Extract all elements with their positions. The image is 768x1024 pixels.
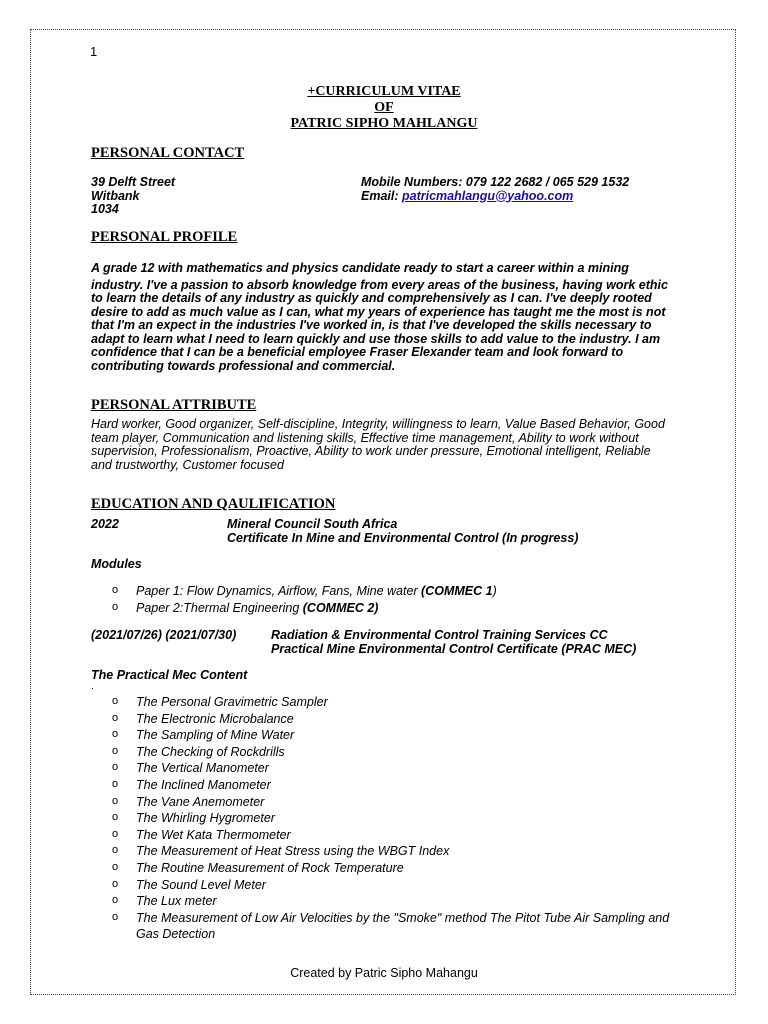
bullet-icon: o <box>112 844 119 857</box>
profile-line: industry. I've a passion to absorb knowledge from every areas of the business, having work ethic <box>91 277 668 292</box>
list-item-text: The Sampling of Mine Water <box>136 728 295 743</box>
attributes-line: and trustworthy, Customer focused <box>91 457 284 472</box>
document-title <box>0 84 768 132</box>
list-item <box>112 584 497 601</box>
list-item-text: The Electronic Microbalance <box>136 711 294 726</box>
bullet-icon: o <box>112 711 119 724</box>
list-item-text: The Whirling Hygrometer <box>136 811 275 826</box>
list-item-text: The Vertical Manometer <box>136 761 269 776</box>
education-heading: EDUCATION AND QAULIFICATION <box>91 496 336 512</box>
list-item <box>112 844 669 861</box>
attributes-paragraph <box>91 418 681 472</box>
bullet-icon: o <box>112 860 119 873</box>
list-item-text: The Measurement of Heat Stress using the WBGT Index <box>136 844 450 859</box>
list-item-text: The Routine Measurement of Rock Temperature <box>136 860 404 875</box>
list-item-text: The Inclined Manometer <box>136 777 271 792</box>
practical-content-label: The Practical Mec Content <box>91 668 248 682</box>
list-item <box>112 795 669 812</box>
list-item <box>112 894 669 911</box>
bullet-icon: o <box>112 601 119 613</box>
bullet-icon: o <box>112 827 119 840</box>
bullet-icon: o <box>112 584 119 596</box>
education-year: 2022 <box>91 517 119 531</box>
profile-line: A grade 12 with mathematics and physics candidate ready to start a career within a mining <box>91 261 629 275</box>
list-item-text: The Wet Kata Thermometer <box>136 827 291 842</box>
module-code: (COMMEC 2) <box>302 601 379 615</box>
modules-list <box>112 584 497 618</box>
modules-label: Modules <box>91 557 142 571</box>
stray-dot: . <box>91 681 94 692</box>
education-entry-2 <box>271 629 636 656</box>
list-item <box>112 811 669 828</box>
list-item <box>112 761 669 778</box>
list-item-continuation <box>112 927 669 944</box>
list-item-text: The Measurement of Low Air Velocities by the "Smoke" method The Pitot Tube Air Sampling and <box>136 910 670 925</box>
bullet-icon: o <box>112 744 119 757</box>
profile-line: contributing towards professional and commercial. <box>91 358 396 373</box>
bullet-icon: o <box>112 777 119 790</box>
module-text: Paper 1: Flow Dynamics, Airflow, Fans, Mine water <box>136 584 422 598</box>
attributes-line: team player, Communication and listening skills, Effective time management, Ability to work without <box>91 430 639 445</box>
bullet-icon: o <box>112 695 119 707</box>
profile-heading: PERSONAL PROFILE <box>91 229 238 245</box>
list-item-text: Gas Detection <box>136 927 216 942</box>
list-item-text: The Vane Anemometer <box>136 794 265 809</box>
list-item-text: The Checking of Rockdrills <box>136 744 285 759</box>
module-text: Paper 2:Thermal Engineering <box>136 601 303 615</box>
profile-paragraph <box>91 262 681 373</box>
title-line-1: +CURRICULUM VITAE <box>307 84 461 99</box>
list-item <box>112 828 669 845</box>
address-line: 39 Delft Street <box>91 175 176 189</box>
email-line <box>361 190 629 204</box>
profile-line: to learn the details of any industry as quickly and comprehensively as I can. I've deeply rooted <box>91 291 652 305</box>
list-item-text: The Personal Gravimetric Sampler <box>136 695 328 709</box>
training-dates: (2021/07/26) (2021/07/30) <box>91 628 237 642</box>
qualification-name: Practical Mine Environmental Control Certificate (PRAC MEC) <box>271 641 637 656</box>
list-item <box>112 861 669 878</box>
attributes-line: supervision, Professionalism, Proactive, Ability to work under pressure, Emotional intelligent, Reliable <box>91 444 651 458</box>
address-line: 1034 <box>91 202 119 216</box>
list-item <box>112 728 669 745</box>
email-label: Email: <box>361 188 402 203</box>
bullet-icon: o <box>112 910 119 923</box>
bullet-icon: o <box>112 811 119 824</box>
institution-name: Mineral Council South Africa <box>227 517 398 531</box>
mobile-numbers: Mobile Numbers: 079 122 2682 / 065 529 1532 <box>361 175 630 189</box>
module-tail: ) <box>492 584 497 598</box>
contact-heading: PERSONAL CONTACT <box>91 145 245 161</box>
list-item <box>112 911 669 928</box>
list-item-text: The Sound Level Meter <box>136 877 266 892</box>
bullet-icon: o <box>112 761 119 774</box>
title-line-2: OF <box>374 100 394 115</box>
list-item <box>112 745 669 762</box>
contact-details <box>361 176 629 203</box>
list-item <box>112 778 669 795</box>
attributes-heading: PERSONAL ATTRIBUTE <box>91 397 257 413</box>
education-entry-1 <box>227 518 578 545</box>
attributes-line: Hard worker, Good organizer, Self-discipline, Integrity, willingness to learn, Value Based Behavior, Good <box>91 417 665 431</box>
list-item-text: The Lux meter <box>136 894 217 909</box>
qualification-name: Certificate In Mine and Environmental Control (In progress) <box>227 530 579 545</box>
list-item <box>112 878 669 895</box>
profile-line: adapt to learn what I need to learn quickly and use those skills to add value to the industry. I am <box>91 331 661 346</box>
bullet-icon: o <box>112 877 119 890</box>
bullet-icon: o <box>112 728 119 741</box>
list-item <box>112 601 497 618</box>
institution-name: Radiation & Environmental Control Training Services CC <box>271 628 608 642</box>
page-footer: Created by Patric Sipho Mahangu <box>290 966 478 980</box>
profile-line: desire to add as much value as I can, what my years of experience has taught me the most is not <box>91 304 666 319</box>
bullet-icon: o <box>112 894 119 907</box>
address-block <box>91 176 175 217</box>
address-line: Witbank <box>91 188 140 203</box>
practical-content-list <box>112 695 669 944</box>
title-line-3: PATRIC SIPHO MAHLANGU <box>290 116 478 131</box>
email-link[interactable]: patricmahlangu@yahoo.com <box>402 188 574 203</box>
module-code: (COMMEC 1 <box>421 584 493 598</box>
list-item <box>112 712 669 729</box>
bullet-icon: o <box>112 794 119 807</box>
profile-line: that I'm an expect in the industries I've worked in, is that I've developed the skills necessary to <box>91 318 652 332</box>
page-number: 1 <box>90 44 98 59</box>
list-item <box>112 695 669 712</box>
profile-line: confidence that I can be a beneficial employee Fraser Elexander team and look forward to <box>91 345 624 359</box>
